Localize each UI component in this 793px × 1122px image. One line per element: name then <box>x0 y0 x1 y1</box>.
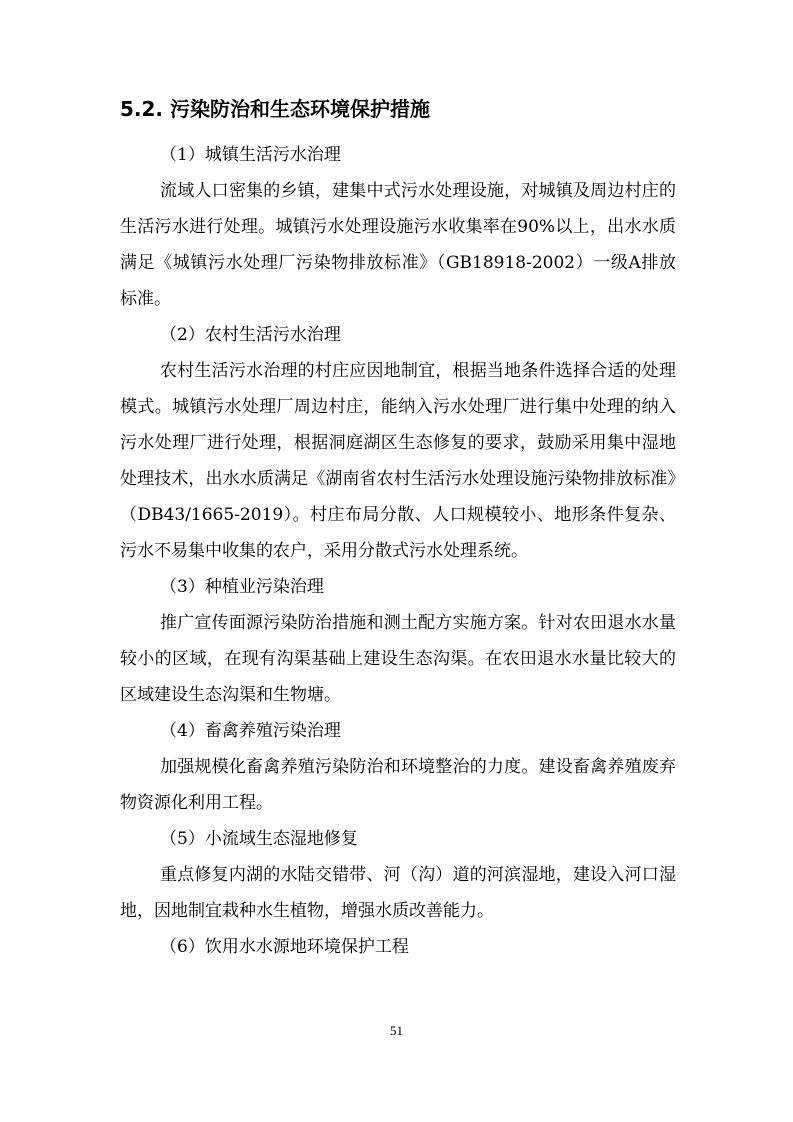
subsection-title-4: （4）畜禽养殖污染治理 <box>160 721 341 741</box>
subsection-title-5: （5）小流域生态湿地修复 <box>160 829 358 849</box>
subsection-paragraph-4: 加强规模化畜禽养殖污染防治和环境整治的力度。建设畜禽养殖废弃物资源化利用工程。 <box>120 757 676 813</box>
subsection-title-1: （1）城镇生活污水治理 <box>160 145 341 165</box>
subsection-paragraph-3: 推广宣传面源污染防治措施和测土配方实施方案。针对农田退水水量较小的区域，在现有沟渠基础上建设生态沟渠。在农田退水水量比较大的区域建设生态沟渠和生物塘。 <box>120 613 676 705</box>
subsection-title-2: （2）农村生活污水治理 <box>160 325 341 345</box>
subsection-paragraph-5: 重点修复内湖的水陆交错带、河（沟）道的河滨湿地，建设入河口湿地，因地制宜栽种水生植物，增强水质改善能力。 <box>120 865 676 921</box>
section-body <box>120 137 676 965</box>
subsection-paragraph-1: 流域人口密集的乡镇，建集中式污水处理设施，对城镇及周边村庄的生活污水进行处理。城镇污水处理设施污水收集率在90%以上，出水水质满足《城镇污水处理厂污染物排放标准》（GB18918-2002）一级A排放标准。 <box>120 181 676 309</box>
subsection-title-6: （6）饮用水水源地环境保护工程 <box>160 937 409 957</box>
page-number: 51 <box>390 1023 403 1038</box>
section-heading: 5.2. 污染防治和生态环境保护措施 <box>120 97 430 121</box>
subsection-paragraph-2: 农村生活污水治理的村庄应因地制宜，根据当地条件选择合适的处理模式。城镇污水处理厂周边村庄，能纳入污水处理厂进行集中处理的纳入污水处理厂进行处理，根据洞庭湖区生态修复的要求，鼓励采用集中湿地处理技术，出水水质满足《湖南省农村生活污水处理设施污染物排放标准》（DB43/1665-2019）。村庄布局分散、人口规模较小、地形条件复杂、污水不易集中收集的农户，采用分散式污水处理系统。 <box>120 361 676 561</box>
subsection-title-3: （3）种植业污染治理 <box>160 577 324 597</box>
